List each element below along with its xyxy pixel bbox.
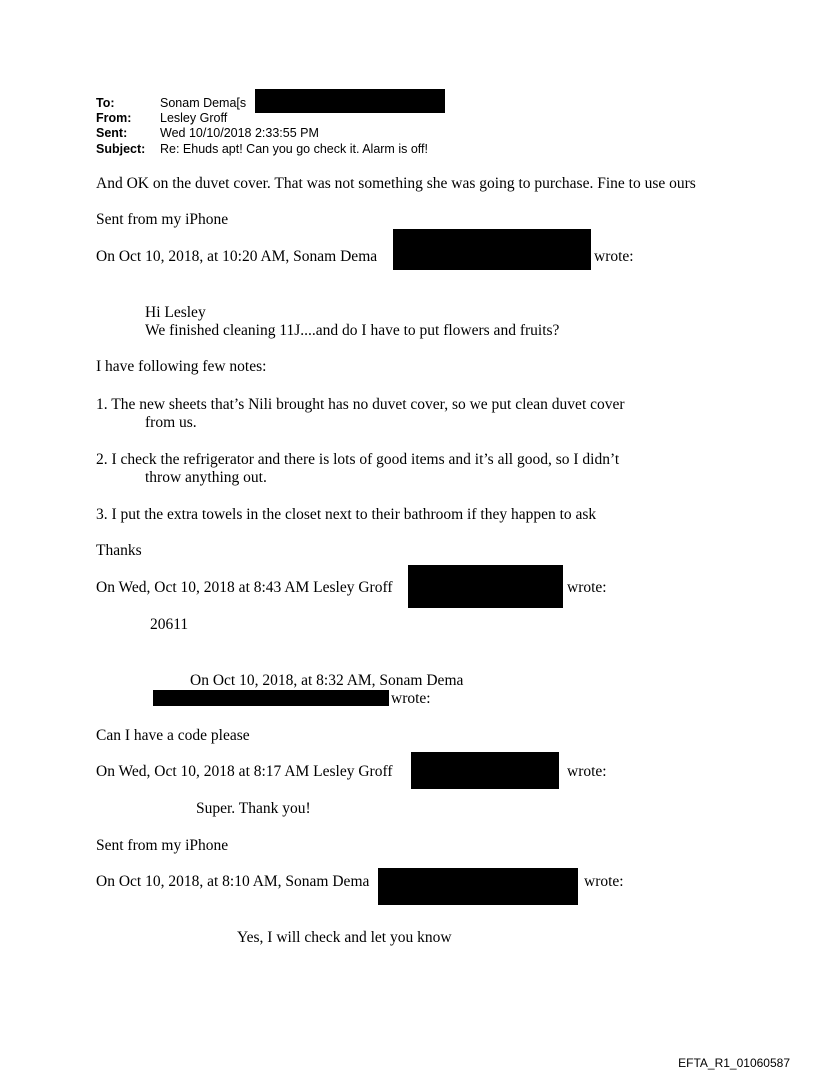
check-reply: Yes, I will check and let you know [237, 929, 452, 946]
sent-value: Wed 10/10/2018 2:33:55 PM [160, 126, 319, 140]
note-1-line-a: 1. The new sheets that’s Nili brought has no duvet cover, so we put clean duvet cover [96, 396, 625, 413]
super-thanks: Super. Thank you! [196, 800, 311, 817]
body-sent-from-iphone: Sent from my iPhone [96, 211, 229, 228]
greeting: Hi Lesley [145, 304, 206, 321]
to-value: Sonam Dema[s [160, 96, 247, 110]
subject-label: Subject: [96, 142, 146, 156]
redaction-block [411, 752, 559, 789]
redaction-block [153, 690, 389, 706]
quote-header-832-wrote: wrote: [391, 690, 431, 707]
body-line-duvet: And OK on the duvet cover. That was not something she was going to purchase. Fine to use ours [96, 175, 696, 192]
note-3: 3. I put the extra towels in the closet next to their bathroom if they happen to ask [96, 506, 597, 523]
redaction-block [408, 565, 563, 608]
quote-header-817: On Wed, Oct 10, 2018 at 8:17 AM Lesley Groff [96, 763, 393, 780]
redaction-block [393, 229, 591, 270]
quote-header-843: On Wed, Oct 10, 2018 at 8:43 AM Lesley Groff [96, 579, 393, 596]
from-label: From: [96, 111, 132, 125]
thanks-line: Thanks [96, 542, 142, 559]
redaction-block [255, 89, 445, 113]
quote-header-832: On Oct 10, 2018, at 8:32 AM, Sonam Dema [190, 672, 464, 689]
quote-header-810-wrote: wrote: [584, 873, 624, 890]
code-request: Can I have a code please [96, 727, 250, 744]
note-1-line-b: from us. [145, 414, 197, 431]
sent-label: Sent: [96, 126, 128, 140]
quote-header-1020: On Oct 10, 2018, at 10:20 AM, Sonam Dema [96, 248, 378, 265]
quote-header-810: On Oct 10, 2018, at 8:10 AM, Sonam Dema [96, 873, 370, 890]
cleaning-line: We finished cleaning 11J....and do I have to put flowers and fruits? [145, 322, 560, 339]
quote-header-817-wrote: wrote: [567, 763, 607, 780]
quote-header-1020-wrote: wrote: [594, 248, 634, 265]
quote-header-843-wrote: wrote: [567, 579, 607, 596]
from-value: Lesley Groff [160, 111, 228, 125]
body-sent-from-iphone-2: Sent from my iPhone [96, 837, 229, 854]
note-2-line-b: throw anything out. [145, 469, 267, 486]
redaction-block [378, 868, 578, 905]
alarm-code: 20611 [150, 616, 189, 633]
notes-intro: I have following few notes: [96, 358, 267, 375]
note-2-line-a: 2. I check the refrigerator and there is lots of good items and it’s all good, so I didn’t [96, 451, 620, 468]
subject-value: Re: Ehuds apt! Can you go check it. Alarm is off! [160, 142, 428, 156]
document-id: EFTA_R1_01060587 [678, 1056, 790, 1070]
to-label: To: [96, 96, 115, 110]
